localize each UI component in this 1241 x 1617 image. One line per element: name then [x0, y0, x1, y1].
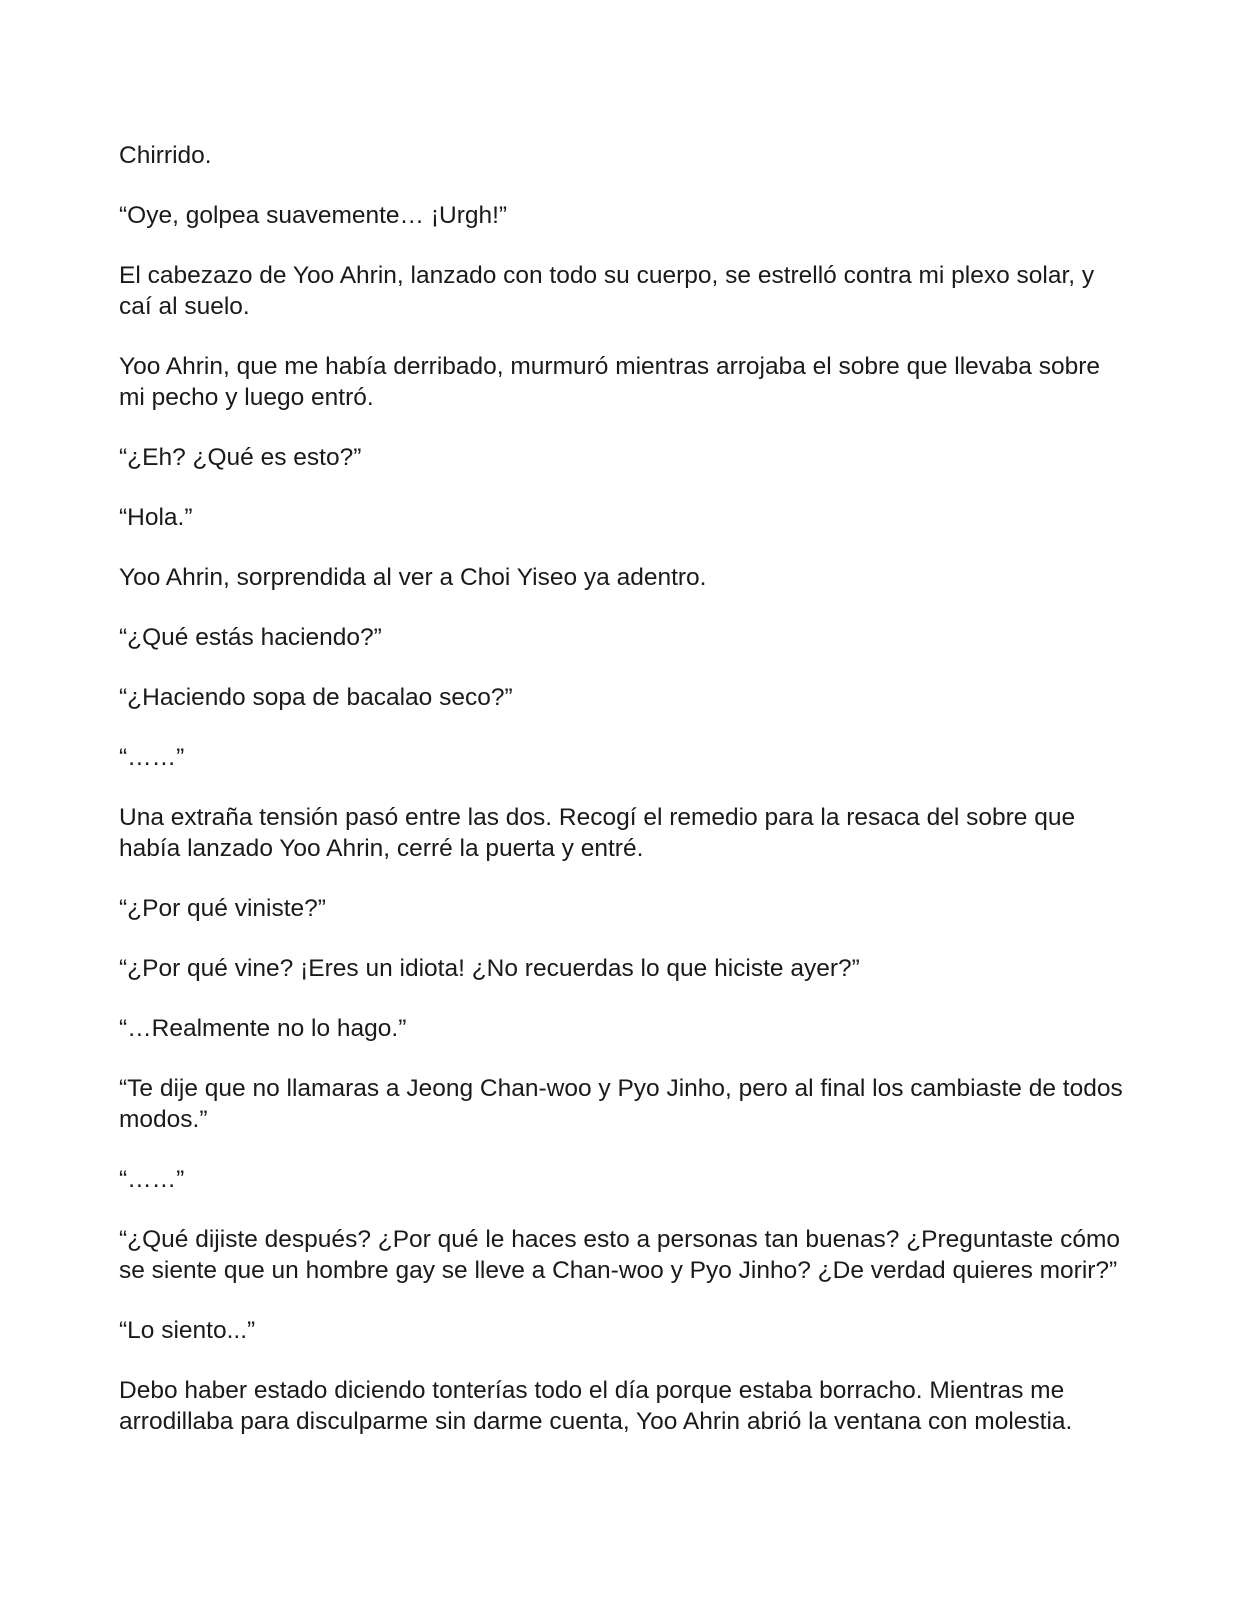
- paragraph: “¿Eh? ¿Qué es esto?”: [119, 444, 362, 471]
- paragraph: “Oye, golpea suavemente… ¡Urgh!”: [119, 202, 508, 229]
- paragraph: “¿Haciendo sopa de bacalao seco?”: [119, 684, 513, 711]
- document-body: [119, 140, 1129, 1466]
- paragraph: “¿Por qué viniste?”: [119, 895, 326, 922]
- paragraph: “Lo siento...”: [119, 1317, 256, 1344]
- paragraph: “……”: [119, 744, 185, 771]
- paragraph: “…Realmente no lo hago.”: [119, 1015, 407, 1042]
- paragraph: Debo haber estado diciendo tonterías todo el día porque estaba borracho. Mientras me arrodillaba para disculparme sin darme cuenta, Yoo Ahrin abrió la ventana con molestia.: [119, 1377, 1073, 1435]
- paragraph: Yoo Ahrin, que me había derribado, murmuró mientras arrojaba el sobre que llevaba sobre mi pecho y luego entró.: [119, 353, 1101, 411]
- paragraph: Yoo Ahrin, sorprendida al ver a Choi Yiseo ya adentro.: [119, 564, 707, 591]
- paragraph: Chirrido.: [119, 142, 212, 169]
- paragraph: “¿Por qué vine? ¡Eres un idiota! ¿No recuerdas lo que hiciste ayer?”: [119, 955, 860, 982]
- paragraph: “……”: [119, 1166, 185, 1193]
- paragraph: El cabezazo de Yoo Ahrin, lanzado con todo su cuerpo, se estrelló contra mi plexo solar, y caí al suelo.: [119, 262, 1095, 320]
- paragraph: “Hola.”: [119, 504, 193, 531]
- paragraph: “¿Qué dijiste después? ¿Por qué le haces esto a personas tan buenas? ¿Preguntaste cómo se siente que un hombre gay se lleve a Chan-woo y Pyo Jinho? ¿De verdad quieres morir?”: [119, 1226, 1121, 1284]
- paragraph: Una extraña tensión pasó entre las dos. Recogí el remedio para la resaca del sobre que había lanzado Yoo Ahrin, cerré la puerta y entré.: [119, 804, 1076, 862]
- paragraph: “Te dije que no llamaras a Jeong Chan-woo y Pyo Jinho, pero al final los cambiaste de todos modos.”: [119, 1075, 1123, 1133]
- paragraph: “¿Qué estás haciendo?”: [119, 624, 382, 651]
